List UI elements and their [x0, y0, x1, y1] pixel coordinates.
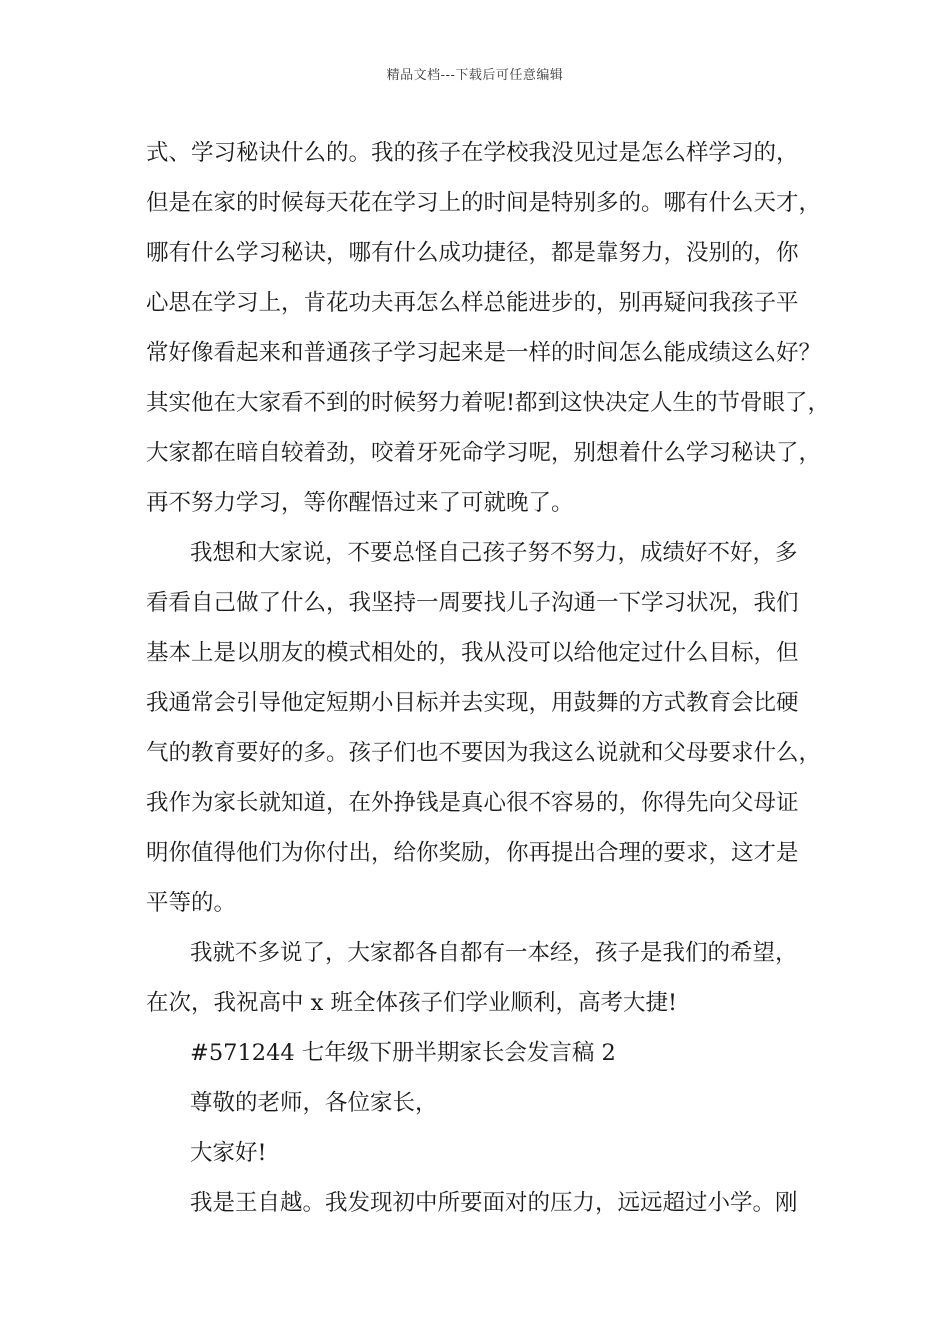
text-line: 我通常会引导他定短期小目标并去实现，用鼓舞的方式教育会比硬 [146, 690, 799, 716]
greeting-line: 大家好! [190, 1140, 267, 1166]
text-line: 看看自己做了什么，我坚持一周要找儿子沟通一下学习状况，我们 [146, 590, 799, 616]
document-body [146, 128, 830, 1228]
text-line: 平等的。 [146, 890, 237, 916]
page-header: 精品文档---下载后可任意编辑 [386, 68, 564, 83]
paragraph-start-line: 我想和大家说，不要总怪自己孩子努不努力，成绩好不好，多 [190, 540, 798, 566]
salutation-line: 尊敬的老师，各位家长， [190, 1090, 438, 1116]
text-line: 在次，我祝高中 x 班全体孩子们学业顺利，高考大捷! [146, 990, 678, 1016]
paragraph-start-line: 我就不多说了，大家都各自都有一本经，孩子是我们的希望， [190, 940, 798, 966]
text-line: 大家都在暗自较着劲，咬着牙死命学习呢，别想着什么学习秘诀了， [146, 440, 822, 466]
text-line: 我作为家长就知道，在外挣钱是真心很不容易的，你得先向父母证 [146, 790, 799, 816]
paragraph-start-line: 我是王自越。我发现初中所要面对的压力，远远超过小学。刚 [190, 1190, 798, 1216]
text-line: 其实他在大家看不到的时候努力着呢!都到这快决定人生的节骨眼了， [146, 390, 830, 416]
text-line: 明你值得他们为你付出，给你奖励，你再提出合理的要求，这才是 [146, 840, 799, 866]
text-line: 气的教育要好的多。孩子们也不要因为我这么说就和父母要求什么， [146, 740, 822, 766]
text-line: 再不努力学习，等你醒悟过来了可就晚了。 [146, 490, 574, 516]
text-line: 基本上是以朋友的模式相处的，我从没可以给他定过什么目标，但 [146, 640, 799, 666]
section-title-line: #571244 七年级下册半期家长会发言稿 2 [190, 1040, 616, 1066]
text-line: 心思在学习上，肯花功夫再怎么样总能进步的，别再疑问我孩子平 [146, 290, 799, 316]
text-line: 式、学习秘诀什么的。我的孩子在学校我没见过是怎么样学习的， [146, 140, 799, 166]
text-line: 哪有什么学习秘诀，哪有什么成功捷径，都是靠努力，没别的，你 [146, 240, 799, 266]
text-line: 常好像看起来和普通孩子学习起来是一样的时间怎么能成绩这么好？ [146, 340, 822, 366]
text-line: 但是在家的时候每天花在学习上的时间是特别多的。哪有什么天才， [146, 190, 822, 216]
